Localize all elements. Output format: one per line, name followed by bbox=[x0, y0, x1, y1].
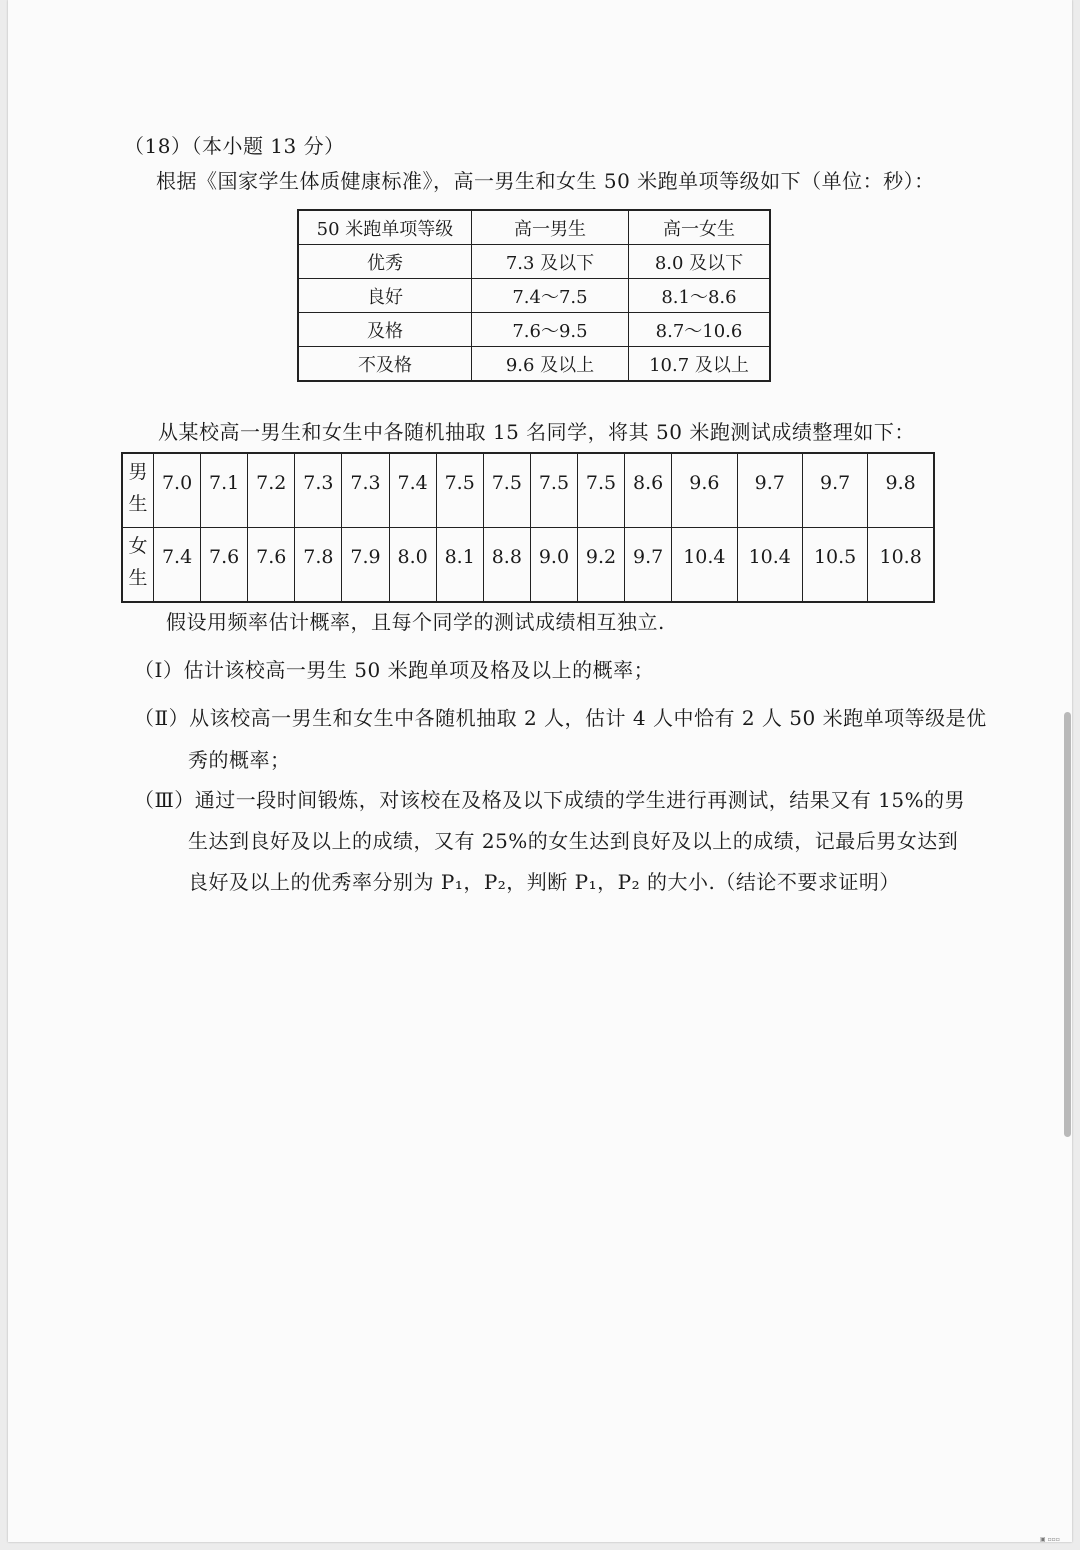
standards-cell: 8.0 及以下 bbox=[629, 245, 771, 279]
part-3-line-3: 良好及以上的优秀率分别为 P₁，P₂，判断 P₁，P₂ 的大小.（结论不要求证明） bbox=[188, 870, 900, 894]
assumption-text: 假设用频率估计概率，且每个同学的测试成绩相互独立. bbox=[166, 610, 665, 634]
score-cell: 8.6 bbox=[625, 453, 672, 528]
score-cell: 9.0 bbox=[530, 528, 577, 603]
standards-cell: 优秀 bbox=[298, 245, 472, 279]
score-cell: 7.8 bbox=[295, 528, 342, 603]
score-cell: 7.5 bbox=[530, 453, 577, 528]
standards-header-row bbox=[298, 210, 770, 245]
score-cell: 7.2 bbox=[248, 453, 295, 528]
score-cell: 9.7 bbox=[625, 528, 672, 603]
standards-row bbox=[298, 279, 770, 313]
score-cell: 9.8 bbox=[868, 453, 934, 528]
score-cell: 7.9 bbox=[342, 528, 389, 603]
scores-row-male bbox=[122, 453, 934, 528]
score-cell: 7.3 bbox=[295, 453, 342, 528]
standards-header-cell: 高一女生 bbox=[629, 210, 771, 245]
standards-table bbox=[297, 209, 771, 382]
score-cell: 7.0 bbox=[154, 453, 201, 528]
standards-cell: 及格 bbox=[298, 313, 472, 347]
score-cell: 10.5 bbox=[802, 528, 867, 603]
score-cell: 8.0 bbox=[389, 528, 436, 603]
part-2-line-2: 秀的概率； bbox=[188, 748, 291, 772]
part-3-line-2: 生达到良好及以上的成绩，又有 25%的女生达到良好及以上的成绩，记最后男女达到 bbox=[188, 829, 959, 853]
standards-cell: 良好 bbox=[298, 279, 472, 313]
score-cell: 7.4 bbox=[154, 528, 201, 603]
standards-header-cell: 高一男生 bbox=[472, 210, 629, 245]
part-2-line-1: （Ⅱ）从该校高一男生和女生中各随机抽取 2 人，估计 4 人中恰有 2 人 50 米跑单项等级是优 bbox=[134, 706, 987, 730]
score-cell: 9.7 bbox=[802, 453, 867, 528]
score-cell: 9.6 bbox=[672, 453, 737, 528]
score-cell: 10.4 bbox=[737, 528, 802, 603]
row-label-male: 男 生 bbox=[122, 453, 154, 528]
watermark-mark: ▣ ▫▫▫ bbox=[1040, 1536, 1060, 1543]
scrollbar[interactable] bbox=[1064, 712, 1071, 1137]
standards-cell: 7.4～7.5 bbox=[472, 279, 629, 313]
standards-cell: 8.1～8.6 bbox=[629, 279, 771, 313]
problem-header: （18）（本小题 13 分） bbox=[124, 134, 345, 158]
standards-cell: 8.7～10.6 bbox=[629, 313, 771, 347]
standards-cell: 不及格 bbox=[298, 347, 472, 382]
standards-cell: 7.6～9.5 bbox=[472, 313, 629, 347]
standards-row bbox=[298, 245, 770, 279]
score-cell: 9.2 bbox=[577, 528, 624, 603]
score-cell: 7.3 bbox=[342, 453, 389, 528]
score-cell: 8.8 bbox=[483, 528, 530, 603]
scores-table bbox=[121, 452, 935, 603]
row-label-female: 女 生 bbox=[122, 528, 154, 603]
part-1: （Ⅰ）估计该校高一男生 50 米跑单项及格及以上的概率； bbox=[134, 658, 655, 682]
score-cell: 7.4 bbox=[389, 453, 436, 528]
score-cell: 7.6 bbox=[248, 528, 295, 603]
score-cell: 10.4 bbox=[672, 528, 737, 603]
standards-row bbox=[298, 347, 770, 382]
standards-cell: 7.3 及以下 bbox=[472, 245, 629, 279]
score-cell: 7.5 bbox=[436, 453, 483, 528]
score-cell: 7.5 bbox=[483, 453, 530, 528]
score-cell: 7.5 bbox=[577, 453, 624, 528]
problem-intro: 根据《国家学生体质健康标准》，高一男生和女生 50 米跑单项等级如下（单位：秒）： bbox=[156, 169, 935, 193]
sample-intro: 从某校高一男生和女生中各随机抽取 15 名同学，将其 50 米跑测试成绩整理如下： bbox=[158, 420, 915, 444]
score-cell: 7.6 bbox=[201, 528, 248, 603]
standards-header-cell: 50 米跑单项等级 bbox=[298, 210, 472, 245]
score-cell: 10.8 bbox=[868, 528, 934, 603]
standards-cell: 10.7 及以上 bbox=[629, 347, 771, 382]
part-3-line-1: （Ⅲ）通过一段时间锻炼，对该校在及格及以下成绩的学生进行再测试，结果又有 15%的男 bbox=[134, 788, 966, 812]
standards-cell: 9.6 及以上 bbox=[472, 347, 629, 382]
scores-row-female bbox=[122, 528, 934, 603]
standards-row bbox=[298, 313, 770, 347]
score-cell: 7.1 bbox=[201, 453, 248, 528]
score-cell: 8.1 bbox=[436, 528, 483, 603]
score-cell: 9.7 bbox=[737, 453, 802, 528]
